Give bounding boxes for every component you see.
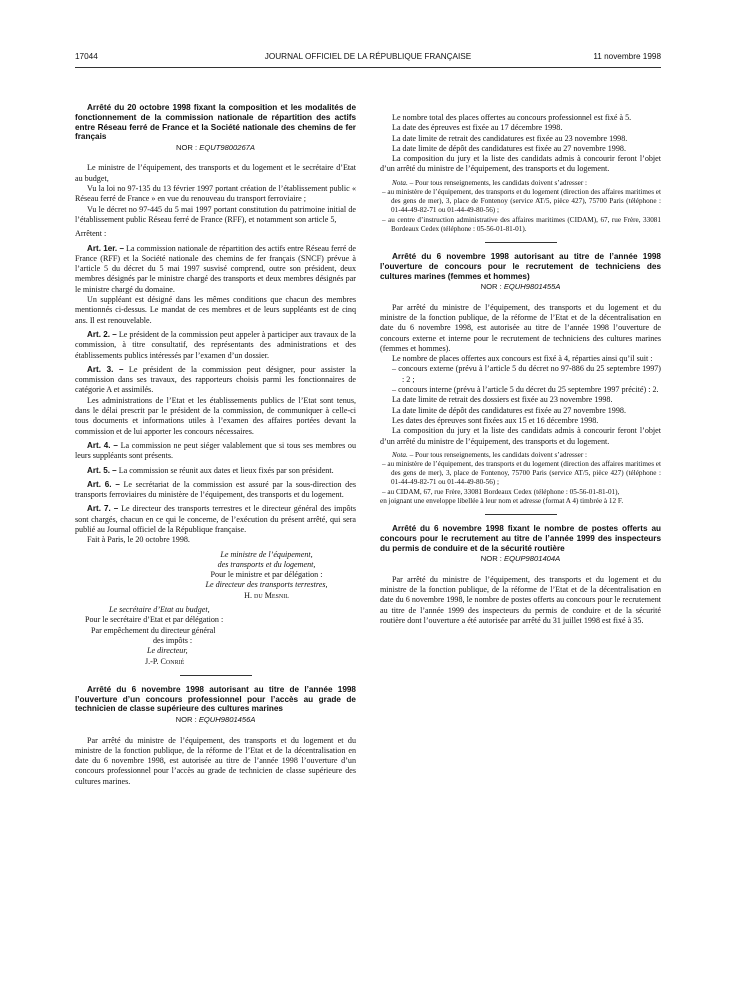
nor-line — [380, 554, 661, 564]
nota-label: Nota. — [392, 450, 408, 459]
nota-block — [380, 451, 661, 506]
nor-label: NOR : — [480, 554, 502, 564]
paragraph: La date limite de dépôt des candidatures est fixée au 27 novembre 1998. — [392, 143, 626, 153]
journal-title: JOURNAL OFFICIEL DE LA RÉPUBLIQUE FRANÇAISE — [264, 52, 472, 61]
header-rule — [75, 67, 661, 68]
section-separator — [485, 514, 557, 515]
article-text: La commission ne peut siéger valablement que si tous ses membres ou leurs suppléants sont présents. — [75, 440, 356, 461]
paragraph: La composition du jury et la liste des candidats admis à concourir feront l’objet d’un arrêté du ministre de l’équipement, des transports et du logement. — [380, 154, 661, 174]
right-column — [380, 103, 661, 626]
signature-line: Par empêchement du directeur général — [91, 625, 216, 635]
nota-item: – au centre d’instruction administrative des affaires maritimes (CIDAM), 67, rue Frère, 33081 Bordeaux Cedex (téléphone : 05-56-01-81-01). — [382, 215, 661, 233]
article — [75, 365, 356, 396]
article-label: Art. 1er. – — [87, 243, 124, 253]
nota-item: – au ministère de l’équipement, des transports et du logement (direction des affaires maritimes et des gens de mer), 3, place de Fontenoy, 75700 Paris (service AT/5, pièce 427) (téléphone : 01-44-49-82-71 ou 01-44-49-80-56) ; — [382, 460, 661, 487]
article-label: Art. 3. – — [87, 364, 124, 374]
section-separator — [180, 675, 252, 676]
paragraph: Le ministre de l’équipement, des transports et du logement et le secrétaire d’Etat au budget, — [75, 163, 356, 183]
paragraph: Les administrations de l’Etat et les établissements publics de l’Etat sont tenus, dans le délai prescrit par le président de la commission, de communiquer à celle-ci tous documents et informations utiles à l’examen des affaires portées devant la commission et de lui apporter les concours nécessaires. — [75, 395, 356, 436]
paragraph: Vu le décret no 97-445 du 5 mai 1997 portant constitution du patrimoine initial de l’établissement public Réseau ferré de France (RFF), et notamment son article 5, — [75, 204, 356, 224]
article-label: Art. 2. – — [87, 329, 117, 339]
left-column — [75, 103, 356, 787]
signatory-name: H. du Mesnil — [244, 590, 289, 600]
nor-code: EQUP9801404A — [504, 554, 561, 564]
paragraph: La date limite de retrait des dossiers est fixée au 23 novembre 1998. — [392, 395, 613, 405]
arretent-heading: Arrêtent : — [75, 229, 107, 239]
paragraph: Vu la loi no 97-135 du 13 février 1997 portant création de l’établissement public « Réseau ferré de France » en vue du renouveau du transport ferroviaire ; — [75, 184, 356, 204]
signature-line: Pour le secrétaire d’Etat et par délégation : — [85, 615, 224, 625]
page-header — [75, 52, 661, 64]
article — [75, 480, 356, 501]
signature-block — [75, 550, 356, 601]
nota-item: – au CIDAM, 67, rue Frère, 33081 Bordeaux Cedex (téléphone : 05-56-01-81-01), — [382, 487, 620, 496]
signature-block — [75, 605, 356, 667]
signature-line: Le directeur, — [147, 646, 188, 656]
nor-code: EQUT9800267A — [199, 143, 255, 153]
nota-item: – au ministère de l’équipement, des transports et du logement (direction des affaires maritimes et des gens de mer), 3, place de Fontenoy (service AT/5, pièce 427), 75700 Paris (téléphone : 01-44-49-82-71 ou 01-44-49-80-56) ; — [382, 187, 661, 215]
decree-title: Arrêté du 6 novembre 1998 autorisant au titre de l’année 1998 l’ouverture de concours pour le recrutement de techniciens des cultures marines (femmes et hommes) — [380, 252, 661, 281]
nor-label: NOR : — [175, 715, 197, 725]
article-label: Art. 5. – — [87, 465, 117, 475]
article — [75, 466, 356, 476]
signature-line: Le secrétaire d’Etat au budget, — [109, 605, 210, 615]
nota-end: en joignant une enveloppe libellée à leur nom et adresse (format A 4) timbrée à 12 F. — [380, 496, 624, 505]
nor-label: NOR : — [176, 143, 198, 153]
article-label: Art. 4. – — [87, 440, 118, 450]
decree-title: Arrêté du 6 novembre 1998 fixant le nombre de postes offerts au concours pour le recrutement au titre de l’année 1999 des inspecteurs du permis de conduire et de la sécurité routière — [380, 524, 661, 553]
page-number: 17044 — [75, 52, 98, 61]
signature-line: Le ministre de l’équipement, — [220, 549, 313, 559]
article-label: Art. 7. – — [87, 504, 119, 514]
paragraph: Par arrêté du ministre de l’équipement, des transports et du logement et du ministre de la fonction publique, de la réforme de l’Etat et de la décentralisation en date du 6 novembre 1998, est autorisée au titre de l’année 1998 l’ouverture d’un concours professionnel pour l’accès au grade de technicien de classe supérieure des cultures marines. — [75, 735, 356, 786]
article — [75, 244, 356, 295]
nor-line — [75, 143, 356, 153]
nor-line — [380, 282, 661, 292]
paragraph: La date limite de retrait des candidatures est fixée au 23 novembre 1998. — [392, 133, 628, 143]
signature-line: des transports et du logement, — [217, 559, 316, 569]
nota-text: – Pour tous renseignements, les candidats doivent s’adresser : — [409, 450, 588, 459]
issue-date: 11 novembre 1998 — [593, 52, 661, 61]
article-text: La commission nationale de répartition des actifs entre Réseau ferré de France (RFF) et la Société nationale des chemins de fer français (SNCF) prévue à l’article 5 du décret du 5 mai 1997 susvisé comprend, outre son président, deux membres désignés par le ministre chargé des transports et deux membres désignés par le ministre chargé du domaine. — [75, 243, 356, 294]
article-label: Art. 6. – — [87, 479, 120, 489]
article-text: Le directeur des transports terrestres et le directeur général des impôts sont chargés, chacun en ce qui le concerne, de l’exécution du présent arrêté, qui sera publié au Journal officiel de la République française. — [75, 504, 356, 534]
paragraph: Par arrêté du ministre de l’équipement, des transports et du logement et du ministre de la fonction publique, de la réforme de l’Etat et de la décentralisation en date du 6 novembre 1998, le nombre de postes offerts au concours pour le recrutement au titre de l’année 1999 des inspecteurs du permis de conduire et de la sécurité routière dont l’ouverture a été autorisée par arrêté du 31 juillet 1998 est fixé à 35. — [380, 574, 661, 625]
signature-line: Le directeur des transports terrestres, — [205, 580, 328, 590]
signatory-name: J.-P. Conrié — [145, 656, 185, 666]
paragraph: Les dates des épreuves sont fixées aux 15 et 16 décembre 1998. — [392, 415, 599, 425]
paragraph: Par arrêté du ministre de l’équipement, des transports et du logement et du ministre de la fonction publique, de la réforme de l’Etat et de la décentralisation en date du 6 novembre 1998, est autorisée au titre de l’année 1998 l’ouverture de concours externe et interne pour le recrutement de techniciens des cultures marines (femmes et hommes). — [380, 302, 661, 353]
paragraph: La date des épreuves est fixée au 17 décembre 1998. — [392, 123, 563, 133]
article — [75, 330, 356, 361]
article-text: Le président de la commission peut appeler à participer aux travaux de la commission, à titre consultatif, des représentants des administrations et des établissements publics intéressés par l’examen d’un dossier. — [75, 329, 356, 360]
article — [75, 441, 356, 462]
nor-line — [75, 715, 356, 725]
nor-code: EQUH9801455A — [503, 282, 561, 292]
decree-title: Arrêté du 6 novembre 1998 autorisant au titre de l’année 1998 l’ouverture d’un concours professionnel pour l’accès au grade de technicien de classe supérieure des cultures marines — [75, 684, 356, 714]
nor-code: EQUH9801456A — [198, 715, 256, 725]
paragraph: Un suppléant est désigné dans les mêmes conditions que chacun des membres mentionnés ci-dessus. Le mandat de ces membres et de leurs suppléants est de cinq ans. Il est renouvelable. — [75, 295, 356, 325]
article — [75, 504, 356, 535]
section-separator — [485, 242, 557, 243]
nor-label: NOR : — [480, 282, 502, 292]
signature-line: Pour le ministre et par délégation : — [210, 570, 323, 580]
nota-label: Nota. — [392, 178, 408, 187]
paragraph: Le nombre de places offertes aux concours est fixé à 4, réparties ainsi qu’il suit : — [392, 354, 653, 364]
nota-block — [380, 179, 661, 234]
signature-date: Fait à Paris, le 20 octobre 1998. — [87, 535, 190, 545]
paragraph: La composition du jury et la liste des candidats admis à concourir feront l’objet d’un arrêté du ministre de l’équipement, des transports et du logement. — [380, 426, 661, 446]
paragraph: La date limite de dépôt des candidatures est fixée au 27 novembre 1998. — [392, 405, 626, 415]
continued-text-placeholder — [380, 103, 661, 113]
signature-line: des impôts : — [153, 635, 193, 645]
list-item: – concours interne (prévu à l’article 5 du décret du 25 septembre 1997 précité) : 2. — [392, 385, 659, 395]
list-item: – concours externe (prévu à l’article 5 du décret no 97-886 du 25 septembre 1997) : 2 ; — [392, 364, 661, 384]
article-text: Le président de la commission peut désigner, pour assister la commission dans ses travaux, des rapporteurs choisis parmi les fonctionnaires de catégorie A et assimilés. — [75, 364, 356, 395]
decree-title: Arrêté du 20 octobre 1998 fixant la composition et les modalités de fonctionnement de la commission nationale de répartition des actifs entre Réseau ferré de France et la Société nationale des chemins de fer français — [75, 103, 356, 142]
article-text: Le secrétariat de la commission est assuré par la sous-direction des transports ferroviaires du ministère de l’équipement, des transports et du logement. — [75, 479, 356, 500]
paragraph: Le nombre total des places offertes au concours professionnel est fixé à 5. — [392, 113, 632, 122]
nota-text: – Pour tous renseignements, les candidats doivent s’adresser : — [409, 178, 588, 187]
article-text: La commission se réunit aux dates et lieux fixés par son président. — [118, 465, 334, 475]
